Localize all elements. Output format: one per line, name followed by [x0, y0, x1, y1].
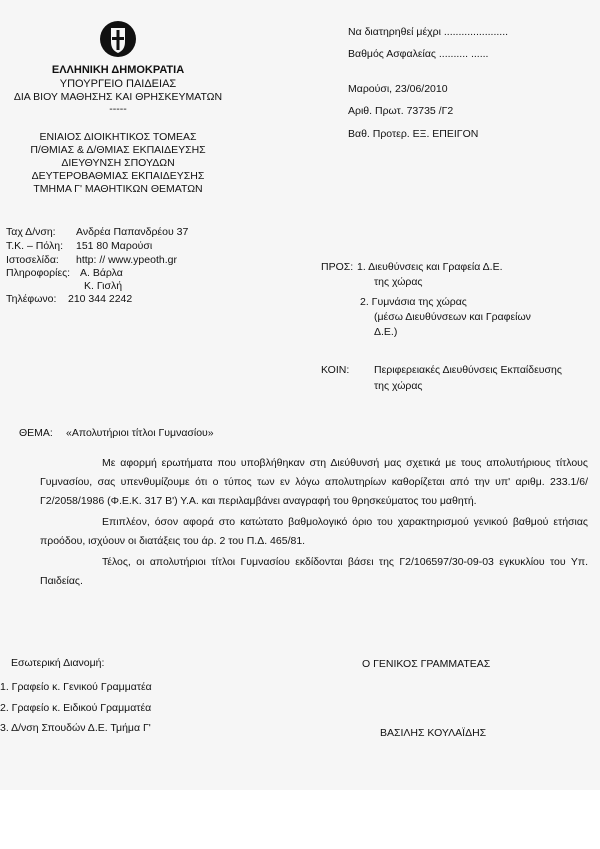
recipient-2-line-2: (μέσω Διευθύνσεων και Γραφείων	[374, 311, 531, 323]
recipient-1-line-2: της χώρας	[374, 276, 423, 288]
website-label: Ιστοσελίδα:	[6, 254, 59, 266]
distribution-item: 1. Γραφείο κ. Γενικού Γραμματέα	[0, 681, 152, 693]
distribution-item: 2. Γραφείο κ. Ειδικού Γραμματέα	[0, 702, 152, 714]
separator-dash: -----	[109, 103, 127, 115]
department-line-2: Π/ΘΜΙΑΣ & Δ/ΘΜΙΑΣ ΕΚΠΑΙΔΕΥΣΗΣ	[30, 144, 206, 156]
signatory-title: Ο ΓΕΝΙΚΟΣ ΓΡΑΜΜΑΤΕΑΣ	[362, 658, 491, 670]
protocol-number: Αριθ. Πρωτ. 73735 /Γ2	[348, 105, 454, 117]
recipient-2-line-1: 2. Γυμνάσια της χώρας	[360, 296, 467, 308]
distribution-item: 3. Δ/νση Σπουδών Δ.Ε. Τμήμα Γ'	[0, 722, 151, 734]
cc-line-2: της χώρας	[374, 380, 423, 392]
cc-line-1: Περιφερειακές Διευθύνσεις Εκπαίδευσης	[374, 364, 562, 376]
recipient-2-line-3: Δ.Ε.)	[374, 326, 398, 338]
place-date: Μαρούσι, 23/06/2010	[348, 83, 448, 95]
ministry-subheading: ΔΙΑ ΒΙΟΥ ΜΑΘΗΣΗΣ ΚΑΙ ΘΡΗΣΚΕΥΜΑΤΩΝ	[13, 91, 223, 103]
body-paragraph-1: Με αφορμή ερωτήματα που υποβλήθηκαν στη Διεύθυνσή μας σχετικά με τους απολυτήριους τίτλους Γυμνασίου, σας υπενθυμίζουμε ότι ο τύπος των εν λόγω απολυτηρίων καθορίζεται από την υπ' αριθμ. 233.1/6/Γ2/2058/1986 (Φ.Ε.Κ. 317 Β') Υ.Α. και περιλαμβάνει αναγραφή του θρησκεύματος του μαθητή.	[40, 457, 588, 507]
phone-label: Τηλέφωνο:	[6, 293, 57, 305]
website-link[interactable]: http: // www.ypeoth.gr	[76, 254, 177, 266]
department-line-5: ΤΜΗΜΑ Γ' ΜΑΘΗΤΙΚΩΝ ΘΕΜΑΤΩΝ	[33, 183, 203, 195]
cc-label: ΚΟΙΝ:	[321, 364, 350, 376]
department-line-4: ΔΕΥΤΕΡΟΒΑΘΜΙΑΣ ΕΚΠΑΙΔΕΥΣΗΣ	[31, 170, 205, 182]
address-value: Ανδρέα Παπανδρέου 37	[76, 226, 189, 238]
letter-body	[40, 454, 588, 591]
department-line-3: ΔΙΕΥΘΥΝΣΗ ΣΠΟΥΔΩΝ	[61, 157, 175, 169]
subject-text: «Απολυτήριοι τίτλοι Γυμνασίου»	[66, 427, 214, 439]
ministry-heading: ΥΠΟΥΡΓΕΙΟ ΠΑΙΔΕΙΑΣ	[59, 78, 177, 90]
address-label: Ταχ Δ/νση:	[6, 226, 56, 238]
city-value: 151 80 Μαρούσι	[76, 240, 153, 252]
body-paragraph-3: Τέλος, οι απολυτήριοι τίτλοι Γυμνασίου εκδίδονται βάσει της Γ2/106597/30-09-03 εγκυκλίου του Υπ. Παιδείας.	[40, 556, 588, 587]
priority-level: Βαθ. Προτερ. ΕΞ. ΕΠΕΙΓΟΝ	[348, 128, 479, 140]
security-level: Βαθμός Ασφαλείας .......... ......	[348, 48, 489, 60]
greek-coat-of-arms-icon	[99, 20, 137, 58]
department-line-1: ΕΝΙΑΙΟΣ ΔΙΟΙΚΗΤΙΚΟΣ ΤΟΜΕΑΣ	[39, 131, 197, 143]
republic-heading: ΕΛΛΗΝΙΚΗ ΔΗΜΟΚΡΑΤΙΑ	[51, 64, 185, 76]
info-contact-1: Α. Βάρλα	[80, 267, 123, 279]
city-label: Τ.Κ. – Πόλη:	[6, 240, 64, 252]
info-contact-2: Κ. Γισλή	[84, 280, 123, 292]
distribution-label: Εσωτερική Διανομή:	[11, 657, 105, 669]
body-paragraph-2: Επιπλέον, όσον αφορά στο κατώτατο βαθμολογικό όριο του χαρακτηρισμού γενικού βαθμού ετήσιας προόδου, ισχύουν οι διατάξεις του άρ. 2 του Π.Δ. 465/81.	[40, 516, 588, 547]
retention-notice: Να διατηρηθεί μέχρι ......................	[348, 26, 509, 38]
recipients-label: ΠΡΟΣ:	[321, 261, 354, 273]
info-label: Πληροφορίες:	[6, 267, 71, 279]
subject-label: ΘΕΜΑ:	[19, 427, 53, 439]
recipient-1-line-1: 1. Διευθύνσεις και Γραφεία Δ.Ε.	[357, 261, 503, 273]
signatory-name: ΒΑΣΙΛΗΣ ΚΟΥΛΑΪΔΗΣ	[380, 727, 487, 739]
phone-value: 210 344 2242	[68, 293, 133, 305]
